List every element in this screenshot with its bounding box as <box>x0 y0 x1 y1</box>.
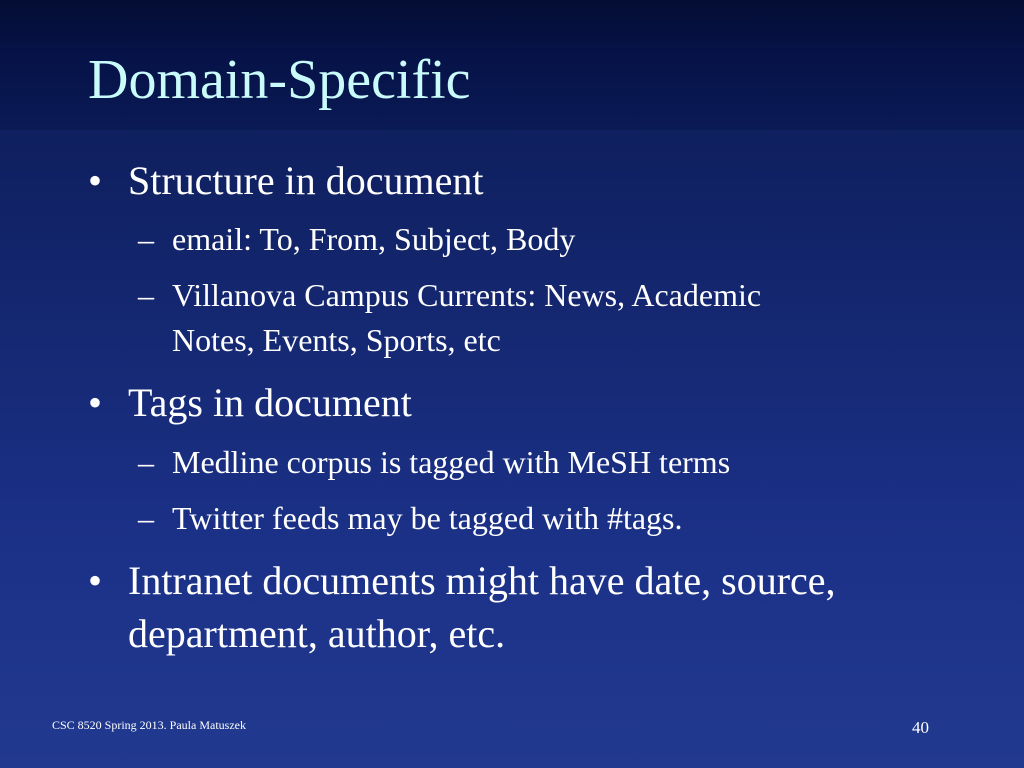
subitem-2-2-text: Twitter feeds may be tagged with #tags. <box>172 500 683 536</box>
bullet-1-text: Structure in document <box>128 158 484 203</box>
page-number: 40 <box>912 718 929 737</box>
slide-title: Domain-Specific <box>88 49 471 111</box>
sub-dash: – <box>138 221 154 257</box>
bullet-3-line-1: Intranet documents might have date, source, <box>128 558 836 603</box>
subitem-1-2-line-1: Villanova Campus Currents: News, Academic <box>172 277 762 313</box>
sub-dash: – <box>138 277 154 313</box>
bullet-dot: • <box>88 380 103 425</box>
sub-dash: – <box>138 444 154 480</box>
subitem-1-2-line-2: Notes, Events, Sports, etc <box>172 322 501 358</box>
subitem-2-1-text: Medline corpus is tagged with MeSH terms <box>172 444 731 480</box>
sub-dash: – <box>138 500 154 536</box>
footer-course-credit: CSC 8520 Spring 2013. Paula Matuszek <box>52 718 246 732</box>
bullet-2-text: Tags in document <box>128 380 412 425</box>
bullet-dot: • <box>88 158 103 203</box>
subitem-1-1-text: email: To, From, Subject, Body <box>172 221 576 257</box>
bullet-3-line-2: department, author, etc. <box>128 611 506 656</box>
bullet-dot: • <box>88 558 103 603</box>
